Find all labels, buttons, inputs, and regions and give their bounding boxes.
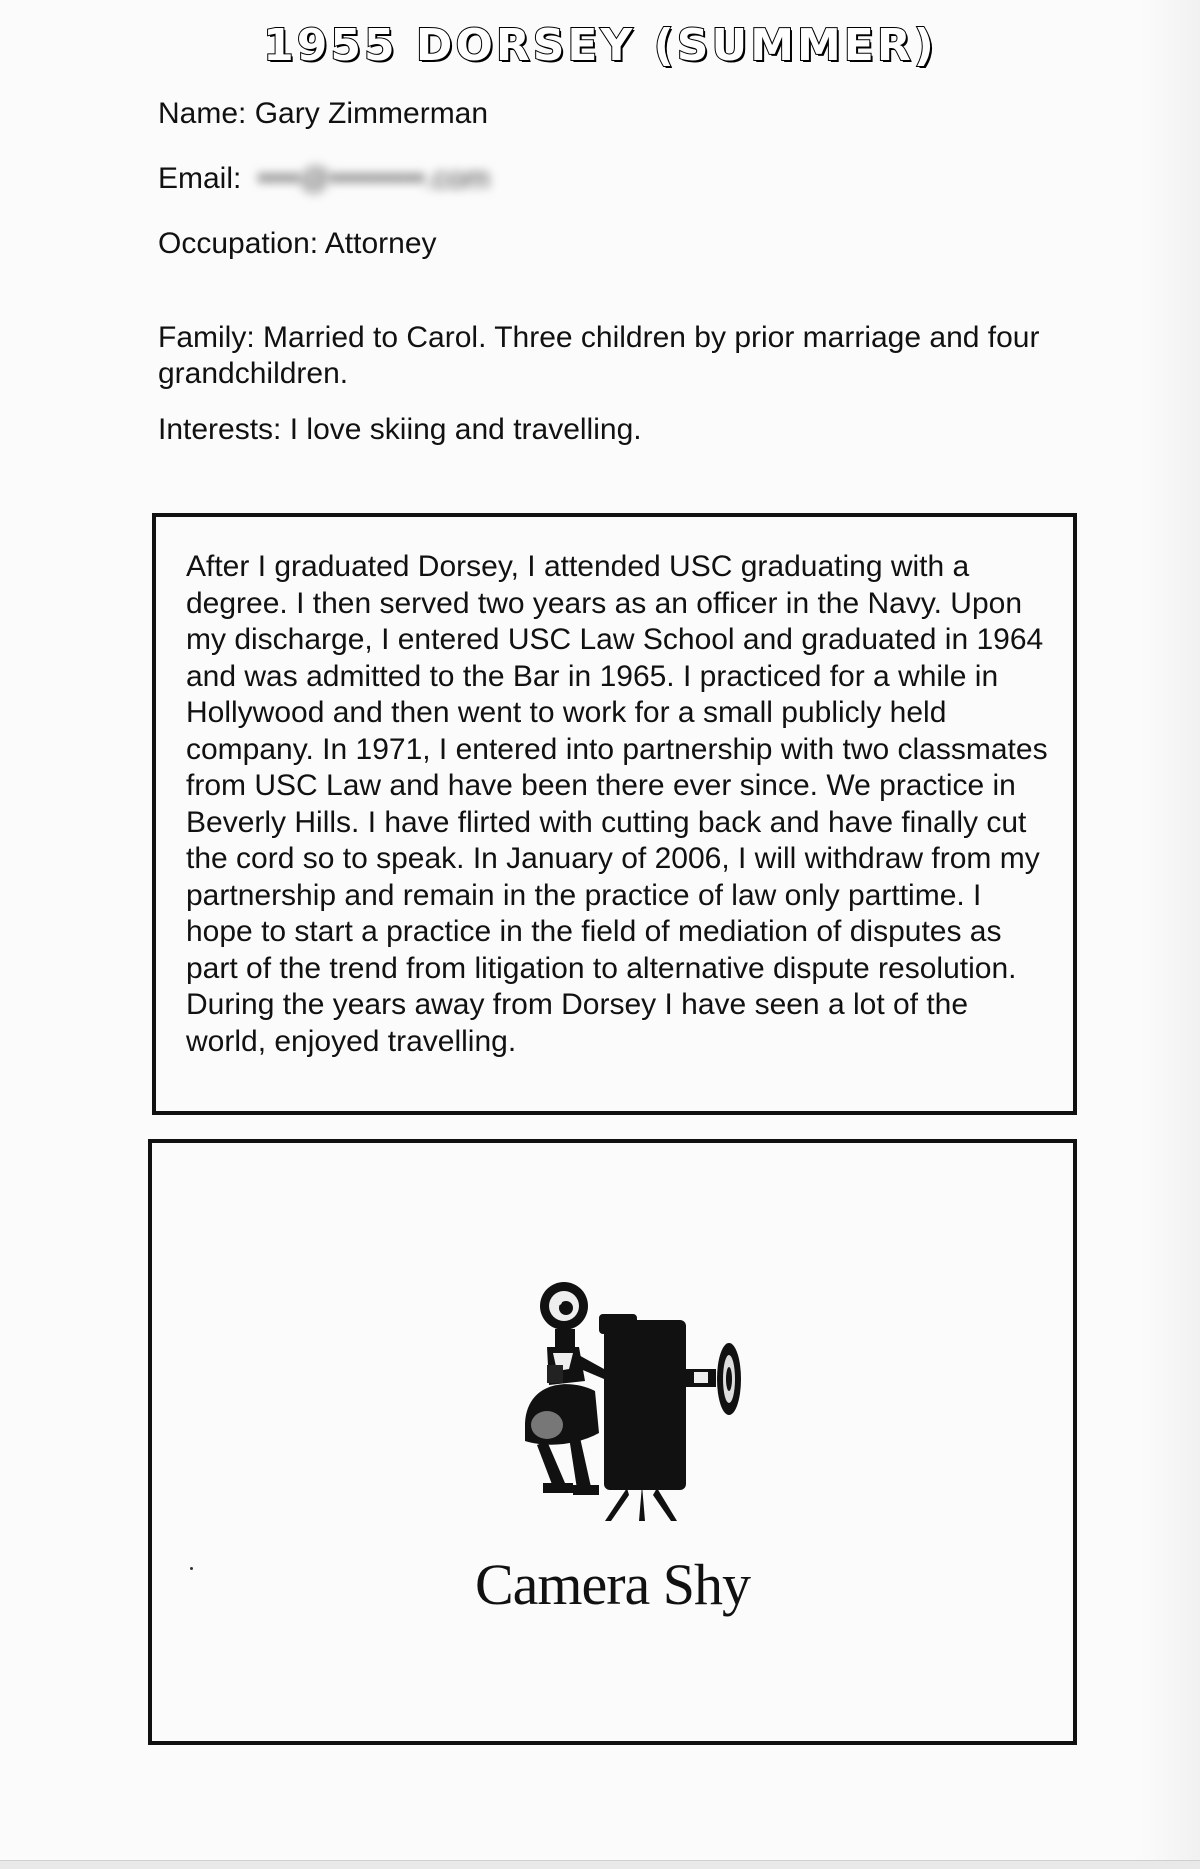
photo-placeholder-box bbox=[148, 1139, 1077, 1745]
camera-shy-caption: Camera Shy bbox=[474, 1552, 751, 1617]
family-value: Married to Carol. Three children by prior marriage and four grandchildren. bbox=[158, 321, 1040, 390]
interests-value: I love skiing and travelling. bbox=[289, 413, 642, 446]
name-row bbox=[158, 96, 488, 132]
occupation-row bbox=[158, 226, 437, 262]
occupation-value: Attorney bbox=[324, 227, 437, 260]
family-row bbox=[158, 320, 1058, 392]
family-label: Family: bbox=[158, 321, 255, 354]
page-title: 1955 DORSEY (SUMMER) bbox=[263, 20, 937, 71]
name-label: Name: bbox=[158, 97, 247, 130]
email-value-redacted: ••••@•••••••••.com bbox=[257, 162, 490, 195]
interests-label: Interests: bbox=[158, 413, 282, 446]
movie-camera-operator-icon bbox=[507, 1273, 747, 1523]
name-value: Gary Zimmerman bbox=[254, 97, 489, 130]
email-row bbox=[158, 161, 490, 197]
interests-row bbox=[158, 412, 642, 448]
biography-box bbox=[152, 513, 1077, 1115]
biography-text: After I graduated Dorsey, I attended USC graduating with a degree. I then served two years as an officer in the Navy. Upon my discharge, I entered USC Law School and graduated in 1964 and was admitted to the Bar in 1965. I practiced for a while in Hollywood and then went to work for a small publicly held company. In 1971, I entered into partnership with two classmates from USC Law and have been there ever since. We practice in Beverly Hills. I have flirted with cutting back and have finally cut the cord so to speak. In January of 2006, I will withdraw from my partnership and remain in the practice of law only parttime. I hope to start a practice in the field of mediation of disputes as part of the trend from litigation to alternative dispute resolution. During the years away from Dorsey I have seen a lot of the world, enjoyed travelling. bbox=[186, 550, 1048, 1058]
occupation-label: Occupation: bbox=[158, 227, 319, 260]
page-bottom-edge bbox=[0, 1860, 1200, 1869]
page-shadow bbox=[1140, 0, 1200, 1869]
email-label: Email: bbox=[158, 162, 242, 195]
